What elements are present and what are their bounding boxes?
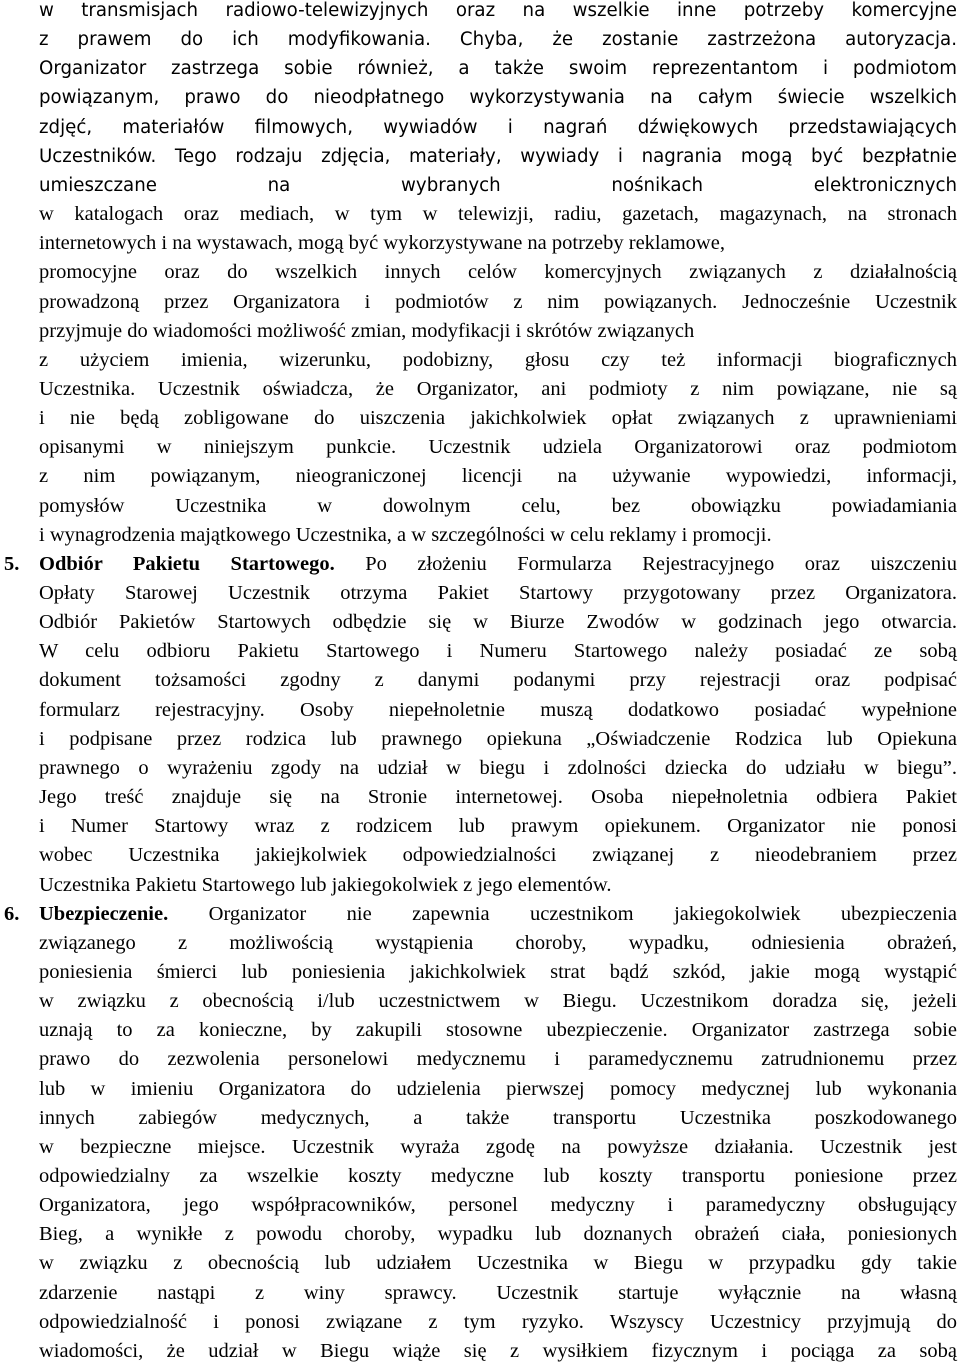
paragraph-line: w bezpieczne miejsce. Uczestnik wyraża zgodę na powyższe działania. Uczestnik jest — [39, 1136, 957, 1158]
paragraph-line: uznają to za konieczne, by zakupili stosowne ubezpieczenie. Organizator zastrzega sobie — [39, 1019, 957, 1041]
paragraph-line: powiązanym, prawo do nieodpłatnego wykorzystywania na całym świecie wszelkich — [39, 87, 957, 108]
section-heading-line — [39, 900, 957, 929]
paragraph-line: i podpisane przez rodzica lub prawnego opiekuna „Oświadczenie Rodzica lub Opiekuna — [39, 728, 957, 750]
paragraph-line: internetowych i na wystawach, mogą być wykorzystywane na potrzeby reklamowe, — [39, 232, 725, 254]
paragraph-line: odpowiedzialny za wszelkie koszty medyczne lub koszty transportu poniesione przez — [39, 1165, 957, 1187]
paragraph-line: pomysłów Uczestnika w dowolnym celu, bez obowiązku powiadamiania — [39, 495, 957, 517]
paragraph-line: wiadomości, że udział w Biegu wiąże się z wysiłkiem fizycznym i pociąga za sobą — [39, 1340, 957, 1362]
paragraph-line: prawo do zezwolenia personelowi medycznemu i paramedycznemu zatrudnionemu przez — [39, 1048, 957, 1070]
paragraph-line: zdjęć, materiałów filmowych, wywiadów i nagrań dźwiękowych przedstawiających — [39, 117, 957, 138]
paragraph-line: lub w imieniu Organizatora do udzielenia pierwszej pomocy medycznej lub wykonania — [39, 1078, 957, 1100]
paragraph-line: w transmisjach radiowo-telewizyjnych oraz na wszelkie inne potrzeby komercyjne — [39, 0, 957, 21]
paragraph-line: innych zabiegów medycznych, a także transportu Uczestnika poszkodowanego — [39, 1107, 957, 1129]
paragraph-line: z nim powiązanym, nieograniczonej licencji na używanie wypowiedzi, informacji, — [39, 465, 957, 487]
paragraph-line: promocyjne oraz do wszelkich innych celów komercyjnych związanych z działalnością — [39, 261, 957, 283]
paragraph-line: w katalogach oraz mediach, w tym w telewizji, radiu, gazetach, magazynach, na stronach — [39, 203, 957, 225]
section-heading: Odbiór Pakietu Startowego. — [39, 553, 335, 575]
paragraph-line: związanego z możliwością wystąpienia choroby, wypadku, odniesienia obrażeń, — [39, 932, 957, 954]
paragraph-line: z prawem do ich modyfikowania. Chyba, że zostanie zastrzeżona autoryzacja. — [39, 29, 957, 50]
paragraph-line: odpowiedzialność i ponosi związane z tym ryzyko. Wszyscy Uczestnicy przyjmują do — [39, 1311, 957, 1333]
paragraph-line: wobec Uczestnika jakiejkolwiek odpowiedzialności związanej z nieodebraniem przez — [39, 844, 957, 866]
paragraph-line: i nie będą zobligowane do uiszczenia jakichkolwiek opłat związanych z uprawnieniami — [39, 407, 957, 429]
paragraph-line: Organizator zastrzega sobie również, a także swoim reprezentantom i podmiotom — [39, 58, 957, 79]
paragraph-line: Uczestników. Tego rodzaju zdjęcia, materiały, wywiady i nagrania mogą być bezpłatnie — [39, 146, 957, 167]
section-heading-line — [39, 550, 957, 579]
paragraph-line: zdarzenie nastąpi z winy sprawcy. Uczestnik startuje wyłącznie na własną — [39, 1282, 957, 1304]
section-number: 6. — [4, 903, 20, 925]
paragraph-line: Uczestnika Pakietu Startowego lub jakiegokolwiek z jego elementów. — [39, 874, 612, 896]
paragraph-line: dokument tożsamości zgodny z danymi podanymi przy rejestracji oraz podpisać — [39, 669, 957, 691]
paragraph-line: Opłaty Starowej Uczestnik otrzyma Pakiet Startowy przygotowany przez Organizatora. — [39, 582, 957, 604]
paragraph-line: i wynagrodzenia majątkowego Uczestnika, a w szczególności w celu reklamy i promocji. — [39, 524, 772, 546]
paragraph-line: formularz rejestracyjny. Osoby niepełnoletnie muszą dodatkowo posiadać wypełnione — [39, 699, 957, 721]
paragraph-line: W celu odbioru Pakietu Startowego i Numeru Startowego należy posiadać ze sobą — [39, 640, 957, 662]
paragraph-line: prowadzoną przez Organizatora i podmiotów z nim powiązanych. Jednocześnie Uczestnik — [39, 291, 957, 313]
section-number: 5. — [4, 553, 20, 575]
section-text: Organizator nie zapewnia uczestnikom jakiegokolwiek ubezpieczenia — [168, 903, 957, 925]
section-text: Po złożeniu Formularza Rejestracyjnego oraz uiszczeniu — [334, 553, 957, 575]
paragraph-line: poniesienia śmierci lub poniesienia jakichkolwiek strat bądź szkód, jakie mogą wystąpić — [39, 961, 957, 983]
paragraph-line: Bieg, a wynikłe z powodu choroby, wypadku lub doznanych obrażeń ciała, poniesionych — [39, 1223, 957, 1245]
paragraph-line: opisanymi w niniejszym punkcie. Uczestnik udziela Organizatorowi oraz podmiotom — [39, 436, 957, 458]
paragraph-line: Jego treść znajduje się na Stronie internetowej. Osoba niepełnoletnia odbiera Pakiet — [39, 786, 957, 808]
paragraph-line: i Numer Startowy wraz z rodzicem lub prawym opiekunem. Organizator nie ponosi — [39, 815, 957, 837]
paragraph-line: w związku z obecnością i/lub uczestnictwem w Biegu. Uczestnikom doradza się, jeżeli — [39, 990, 957, 1012]
section-heading: Ubezpieczenie. — [39, 903, 169, 925]
paragraph-line: w związku z obecnością lub udziałem Uczestnika w Biegu w przypadku gdy takie — [39, 1252, 957, 1274]
paragraph-line: Odbiór Pakietów Startowych odbędzie się w Biurze Zwodów w godzinach jego otwarcia. — [39, 611, 957, 633]
paragraph-line: umieszczane na wybranych nośnikach elektronicznych — [39, 175, 957, 196]
paragraph-line: z użyciem imienia, wizerunku, podobizny, głosu czy też informacji biograficznych — [39, 349, 957, 371]
paragraph-line: Organizatora, jego współpracowników, personel medyczny i paramedyczny obsługujący — [39, 1194, 957, 1216]
paragraph-line: Uczestnika. Uczestnik oświadcza, że Organizator, ani podmioty z nim powiązane, nie są — [39, 378, 957, 400]
paragraph-line: przyjmuje do wiadomości możliwość zmian, modyfikacji i skrótów związanych — [39, 320, 695, 342]
paragraph-line: prawnego o wyrażeniu zgody na udział w biegu i zdolności dziecka do udziału w biegu”. — [39, 757, 957, 779]
